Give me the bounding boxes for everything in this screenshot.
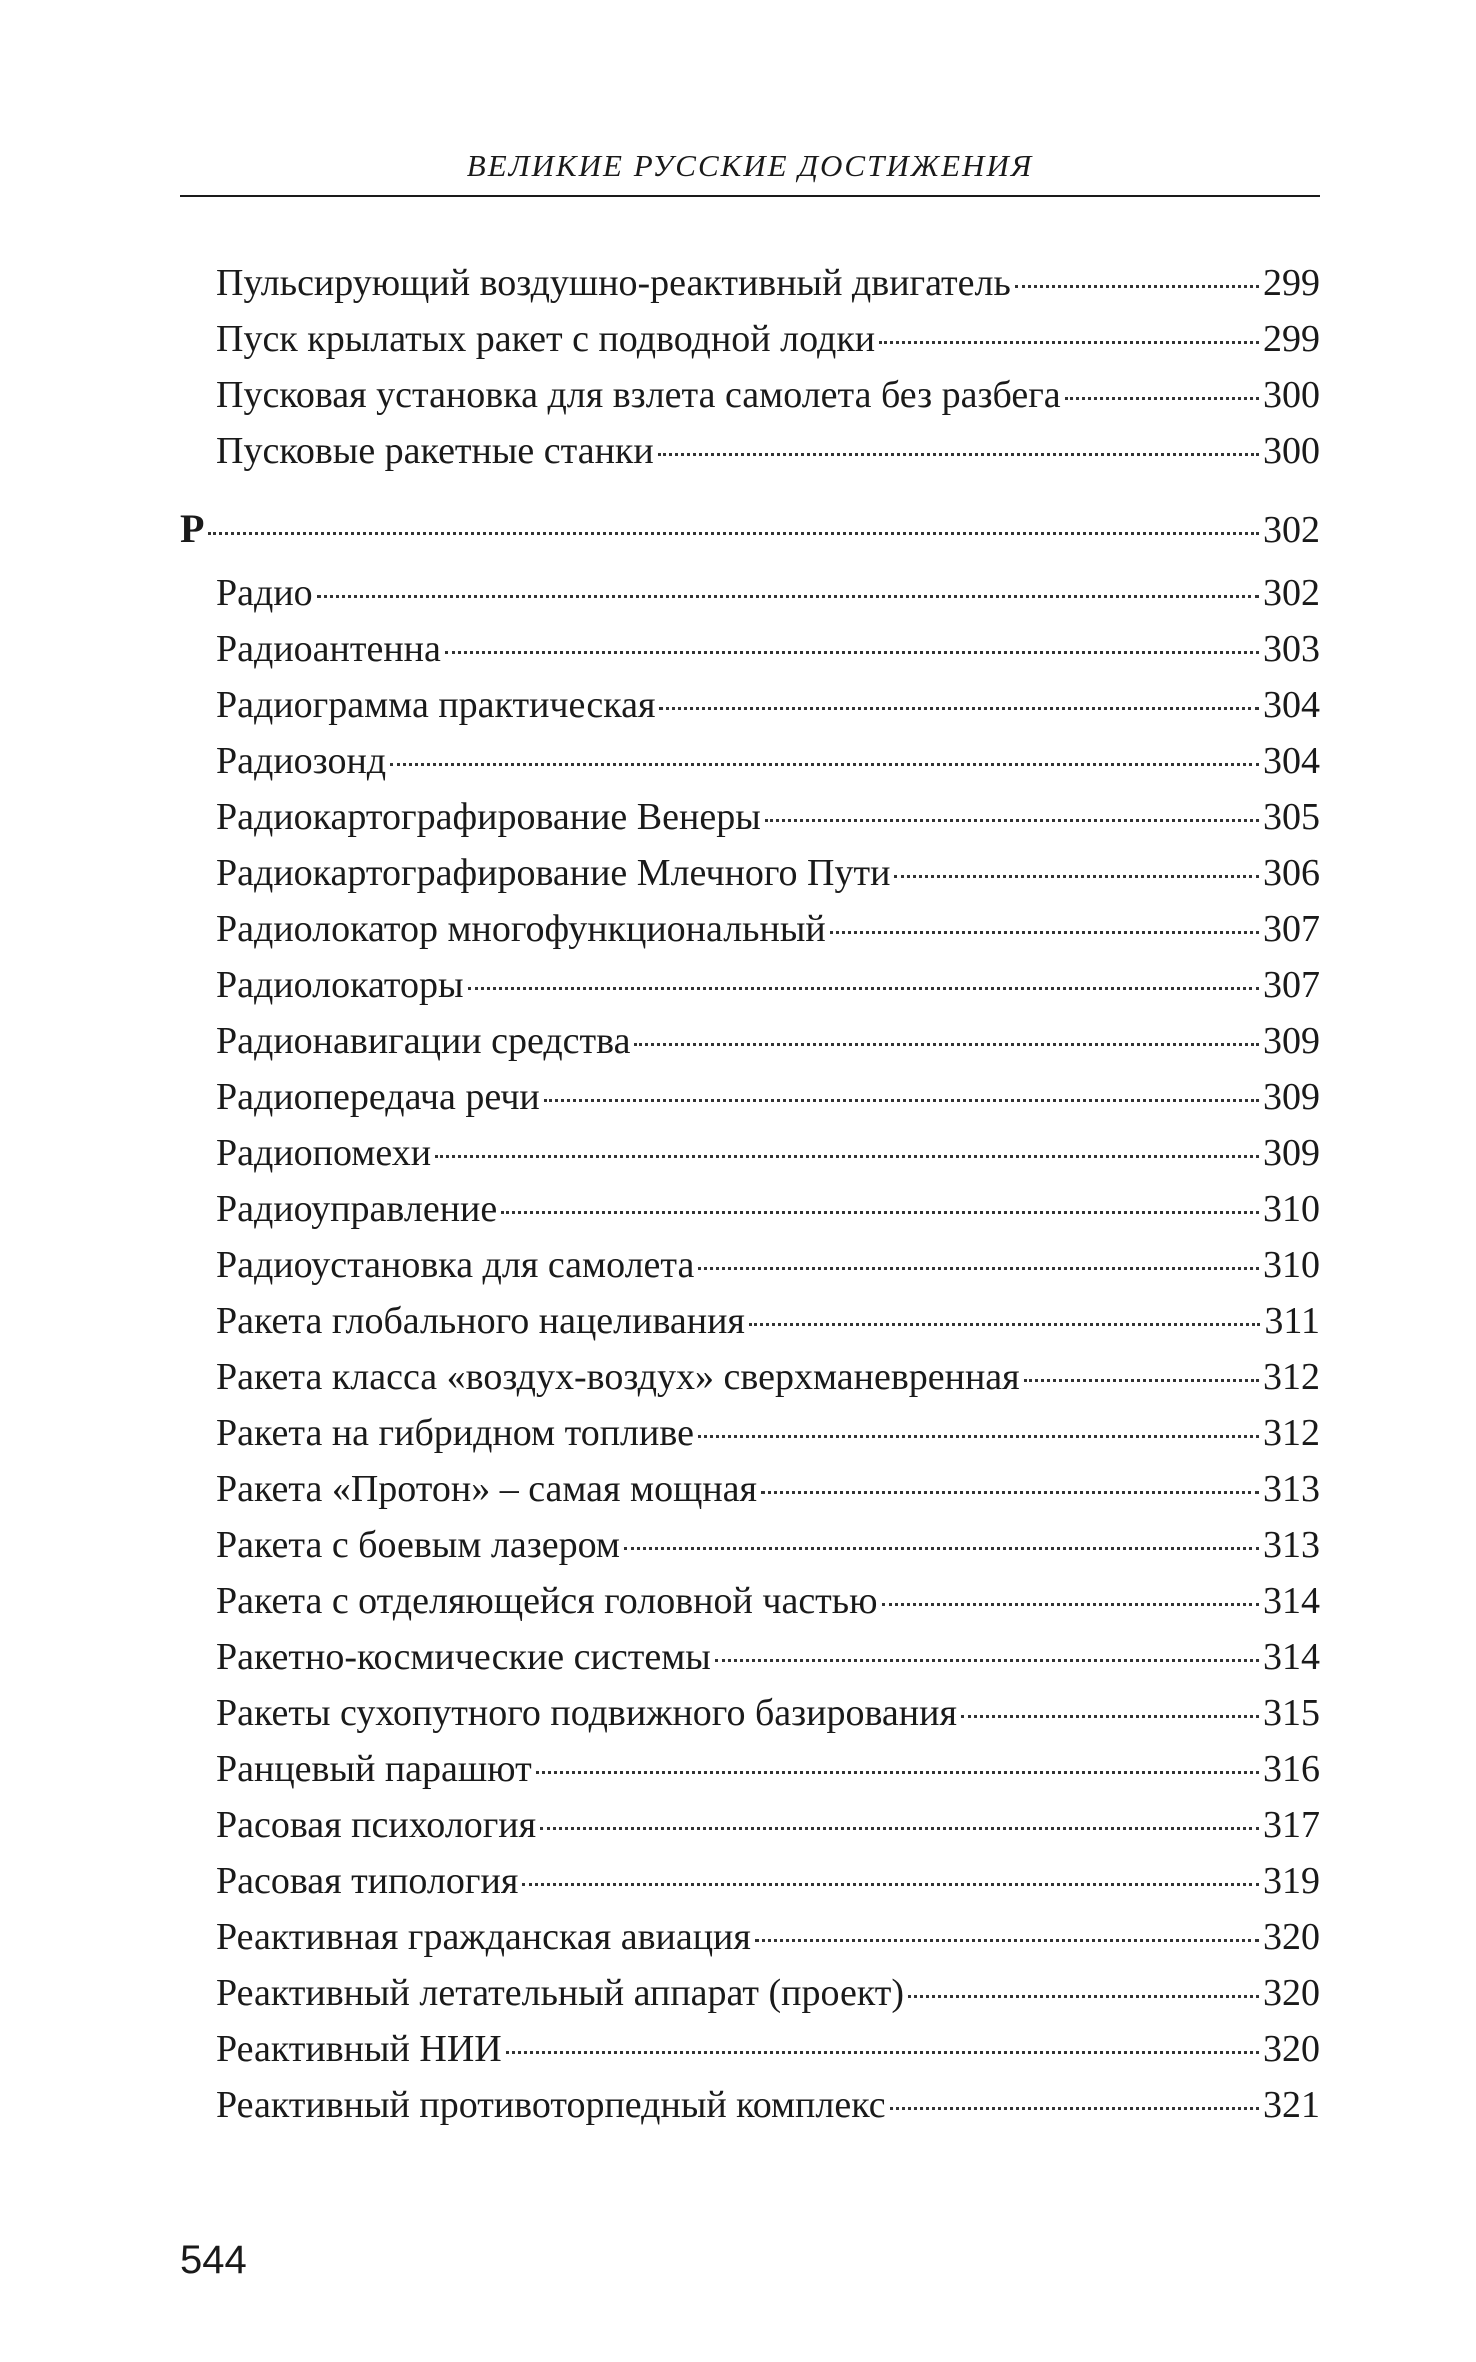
toc-entry-title: Пусковые ракетные станки [216,430,654,472]
toc-entry-title: Ракета с отделяющейся головной частью [216,1580,878,1622]
toc-entry-row [180,1349,1320,1405]
toc-entry-title: Радиоуправление [216,1188,498,1230]
dot-leader [208,532,1259,535]
toc-page-number: 310 [1263,1244,1320,1286]
toc-entry-row [180,2077,1320,2133]
toc-entry-title: Радиолокаторы [216,964,464,1006]
dot-leader [894,875,1259,878]
toc-entry-title: Пуск крылатых ракет с подводной лодки [216,318,876,360]
toc-page-number: 303 [1263,628,1320,670]
toc-entry-title: Радиокартографирование Венеры [216,796,761,838]
toc-entry-title: Радиолокатор многофункциональный [216,908,826,950]
toc-entry-title: Ранцевый парашют [216,1748,532,1790]
toc-entry-row [180,957,1320,1013]
dot-leader [698,1435,1259,1438]
toc-entry-row [180,367,1320,423]
toc-entry-title: Радиоустановка для самолета [216,1244,695,1286]
toc-entry-row [180,677,1320,733]
toc-entry-title: Ракета с боевым лазером [216,1524,620,1566]
toc-entry-title: Пусковая установка для взлета самолета без разбега [216,374,1061,416]
toc-entry-title: Пульсирующий воздушно-реактивный двигатель [216,262,1011,304]
toc-page-number: 302 [1263,572,1320,614]
toc-entry-row [180,1629,1320,1685]
toc-page-number: 320 [1263,1916,1320,1958]
toc-entry-title: Реактивный летательный аппарат (проект) [216,1972,905,2014]
toc-entry-title: Реактивный противоторпедный комплекс [216,2084,886,2126]
toc-entry-title: Радиокартографирование Млечного Пути [216,852,891,894]
toc-entry-row [180,733,1320,789]
dot-leader [765,819,1259,822]
dot-leader [1065,397,1259,400]
toc-entry-title: Ракета на гибридном топливе [216,1412,694,1454]
toc-entry-row [180,1965,1320,2021]
toc-entry-title: Реактивная гражданская авиация [216,1916,751,1958]
dot-leader [506,2051,1259,2054]
toc-entry-row [180,1797,1320,1853]
dot-leader [634,1043,1259,1046]
dot-leader [501,1211,1259,1214]
toc-entry-title: Радиограмма практическая [216,684,656,726]
dot-leader [830,931,1259,934]
dot-leader [761,1491,1259,1494]
toc-entry-row [180,789,1320,845]
toc-page-number: 314 [1263,1580,1320,1622]
dot-leader [659,707,1259,710]
toc-entry-row [180,255,1320,311]
toc-page-number: 304 [1263,740,1320,782]
toc-entry-title: Расовая психология [216,1804,537,1846]
toc-page-number: 309 [1263,1132,1320,1174]
toc-entry-row [180,1573,1320,1629]
toc-entry-row [180,311,1320,367]
toc-entry-title: Ракета «Протон» – самая мощная [216,1468,758,1510]
toc-entry-title: Радиозонд [216,740,387,782]
toc-entry-row [180,1909,1320,1965]
header-rule [180,195,1320,197]
dot-leader [390,763,1259,766]
toc-page-number: 307 [1263,964,1320,1006]
dot-leader [961,1715,1259,1718]
toc-entry-row [180,1405,1320,1461]
toc-page-number: 314 [1263,1636,1320,1678]
dot-leader [317,595,1259,598]
toc-entry-title: Ракета класса «воздух-воздух» сверхманевренная [216,1356,1020,1398]
dot-leader [624,1547,1259,1550]
toc-page-number: 300 [1263,430,1320,472]
toc-section-letter: Р [180,506,205,551]
toc-page-number: 309 [1263,1076,1320,1118]
toc-page-number: 300 [1263,374,1320,416]
toc-page-number: 316 [1263,1748,1320,1790]
toc-page-number: 299 [1263,318,1320,360]
toc-entry-row [180,1125,1320,1181]
dot-leader [882,1603,1259,1606]
toc-section-row [180,501,1320,557]
table-of-contents [180,255,1320,2133]
toc-entry-row [180,1181,1320,1237]
toc-entry-row [180,423,1320,479]
toc-page-number: 319 [1263,1860,1320,1902]
toc-entry-row [180,1013,1320,1069]
toc-page-number: 312 [1263,1412,1320,1454]
toc-page-number: 313 [1263,1468,1320,1510]
toc-page-number: 306 [1263,852,1320,894]
toc-page-number: 309 [1263,1020,1320,1062]
page-number: 544 [180,2238,247,2282]
toc-page-number: 311 [1264,1300,1320,1342]
toc-entry-row [180,1069,1320,1125]
toc-entry-row [180,1237,1320,1293]
toc-entry-title: Радиоантенна [216,628,441,670]
toc-entry-title: Радиопомехи [216,1132,432,1174]
dot-leader [879,341,1259,344]
toc-entry-row [180,1741,1320,1797]
toc-entry-row [180,2021,1320,2077]
toc-page-number: 305 [1263,796,1320,838]
toc-entry-row [180,901,1320,957]
toc-entry-title: Реактивный НИИ [216,2028,502,2070]
dot-leader [468,987,1259,990]
toc-page-number: 320 [1263,1972,1320,2014]
dot-leader [540,1827,1259,1830]
toc-entry-row [180,621,1320,677]
toc-entry-row [180,1685,1320,1741]
dot-leader [715,1659,1259,1662]
toc-entry-title: Ракетно-космические системы [216,1636,711,1678]
dot-leader [544,1099,1259,1102]
dot-leader [908,1995,1259,1998]
toc-entry-title: Ракета глобального нацеливания [216,1300,745,1342]
dot-leader [435,1155,1259,1158]
toc-entry-row [180,565,1320,621]
toc-page-number: 299 [1263,262,1320,304]
toc-page-number: 312 [1263,1356,1320,1398]
toc-entry-row [180,1293,1320,1349]
running-head: ВЕЛИКИЕ РУССКИЕ ДОСТИЖЕНИЯ [466,148,1034,183]
toc-entry-row [180,1517,1320,1573]
dot-leader [1015,285,1259,288]
toc-entry-title: Радио [216,572,313,614]
toc-page-number: 317 [1263,1804,1320,1846]
toc-entry-row [180,1853,1320,1909]
toc-entry-row [180,845,1320,901]
toc-page-number: 313 [1263,1524,1320,1566]
toc-page-number: 315 [1263,1692,1320,1734]
dot-leader [536,1771,1259,1774]
toc-entry-title: Радионавигации средства [216,1020,631,1062]
toc-entry-title: Расовая типология [216,1860,519,1902]
dot-leader [522,1883,1259,1886]
dot-leader [658,453,1259,456]
dot-leader [445,651,1259,654]
dot-leader [755,1939,1259,1942]
toc-entry-title: Ракеты сухопутного подвижного базирования [216,1692,957,1734]
dot-leader [1024,1379,1259,1382]
toc-page-number: 321 [1263,2084,1320,2126]
toc-entry-row [180,1461,1320,1517]
dot-leader [698,1267,1259,1270]
dot-leader [749,1323,1261,1326]
dot-leader [890,2107,1259,2110]
toc-page-number: 302 [1263,509,1320,551]
toc-entry-title: Радиопередача речи [216,1076,540,1118]
toc-page-number: 320 [1263,2028,1320,2070]
toc-page-number: 304 [1263,684,1320,726]
toc-page-number: 310 [1263,1188,1320,1230]
toc-page-number: 307 [1263,908,1320,950]
